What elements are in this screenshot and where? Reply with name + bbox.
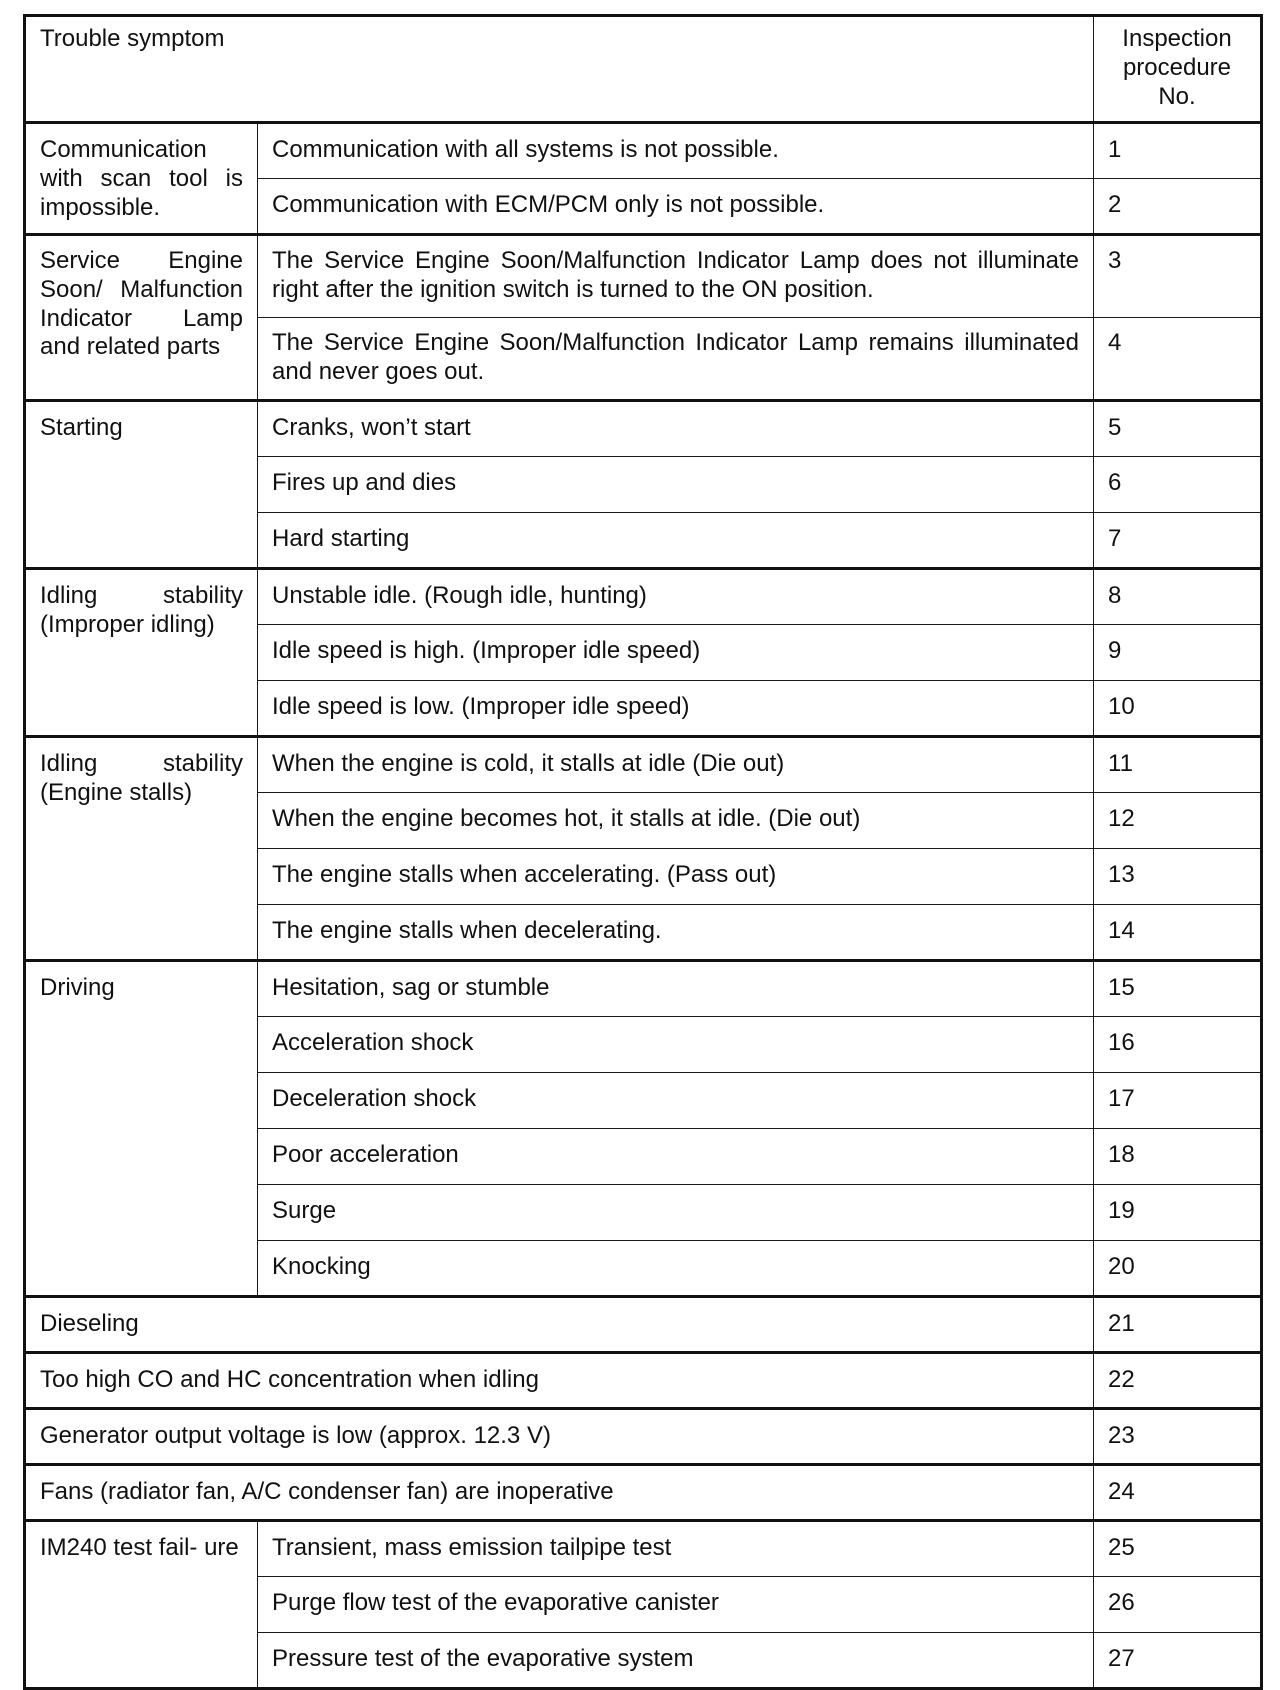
table-row — [25, 737, 1262, 793]
procedure-number: 21 — [1094, 1297, 1262, 1353]
symptom-desc: Deceleration shock — [258, 1073, 1094, 1129]
symptom-desc: Communication with all systems is not possible. — [258, 123, 1094, 179]
table-row — [25, 123, 1262, 179]
procedure-number: 23 — [1094, 1409, 1262, 1465]
procedure-number: 7 — [1094, 513, 1262, 569]
group-idling-engine-stalls: Idling stability (Engine stalls) — [25, 737, 258, 961]
procedure-number: 12 — [1094, 793, 1262, 849]
procedure-number: 22 — [1094, 1353, 1262, 1409]
symptom-desc: Unstable idle. (Rough idle, hunting) — [258, 569, 1094, 625]
procedure-number: 25 — [1094, 1521, 1262, 1577]
symptom-desc: Transient, mass emission tailpipe test — [258, 1521, 1094, 1577]
procedure-number: 26 — [1094, 1577, 1262, 1633]
symptom-desc: Too high CO and HC concentration when idling — [25, 1353, 1094, 1409]
group-im240: IM240 test fail- ure — [25, 1521, 258, 1689]
procedure-number: 24 — [1094, 1465, 1262, 1521]
procedure-number: 8 — [1094, 569, 1262, 625]
procedure-number: 19 — [1094, 1185, 1262, 1241]
procedure-number: 6 — [1094, 457, 1262, 513]
table-header-row — [25, 16, 1262, 123]
procedure-number: 16 — [1094, 1017, 1262, 1073]
symptom-desc: The engine stalls when decelerating. — [258, 905, 1094, 961]
symptom-desc: Poor acceleration — [258, 1129, 1094, 1185]
symptom-desc: Idle speed is low. (Improper idle speed) — [258, 681, 1094, 737]
trouble-symptom-table — [23, 14, 1263, 1690]
procedure-number: 10 — [1094, 681, 1262, 737]
table-row — [25, 235, 1262, 318]
symptom-desc: Dieseling — [25, 1297, 1094, 1353]
group-service-engine-soon: Service Engine Soon/ Malfunction Indicator Lamp and related parts — [25, 235, 258, 401]
procedure-number: 4 — [1094, 318, 1262, 401]
symptom-desc: Knocking — [258, 1241, 1094, 1297]
procedure-number: 17 — [1094, 1073, 1262, 1129]
group-idling-improper: Idling stability (Improper idling) — [25, 569, 258, 737]
table-row — [25, 961, 1262, 1017]
symptom-desc: When the engine is cold, it stalls at idle (Die out) — [258, 737, 1094, 793]
symptom-desc: Surge — [258, 1185, 1094, 1241]
procedure-number: 13 — [1094, 849, 1262, 905]
header-inspection-procedure: Inspection procedure No. — [1094, 16, 1262, 123]
table-row — [25, 1465, 1262, 1521]
procedure-number: 1 — [1094, 123, 1262, 179]
symptom-desc: Acceleration shock — [258, 1017, 1094, 1073]
procedure-number: 2 — [1094, 179, 1262, 235]
symptom-desc: Generator output voltage is low (approx. 12.3 V) — [25, 1409, 1094, 1465]
symptom-desc: The Service Engine Soon/Malfunction Indicator Lamp remains illuminated and never goes out. — [258, 318, 1094, 401]
symptom-desc: Pressure test of the evaporative system — [258, 1633, 1094, 1689]
procedure-number: 20 — [1094, 1241, 1262, 1297]
procedure-number: 3 — [1094, 235, 1262, 318]
table-row — [25, 1353, 1262, 1409]
procedure-number: 9 — [1094, 625, 1262, 681]
group-driving: Driving — [25, 961, 258, 1297]
header-trouble-symptom: Trouble symptom — [25, 16, 1094, 123]
procedure-number: 15 — [1094, 961, 1262, 1017]
symptom-desc: Fans (radiator fan, A/C condenser fan) are inoperative — [25, 1465, 1094, 1521]
group-starting: Starting — [25, 401, 258, 569]
table-row — [25, 401, 1262, 457]
symptom-desc: The engine stalls when accelerating. (Pass out) — [258, 849, 1094, 905]
table-row — [25, 1297, 1262, 1353]
symptom-desc: Purge flow test of the evaporative canister — [258, 1577, 1094, 1633]
procedure-number: 18 — [1094, 1129, 1262, 1185]
symptom-desc: Idle speed is high. (Improper idle speed) — [258, 625, 1094, 681]
table-row — [25, 1521, 1262, 1577]
symptom-desc: Hard starting — [258, 513, 1094, 569]
symptom-desc: When the engine becomes hot, it stalls at idle. (Die out) — [258, 793, 1094, 849]
symptom-desc: Fires up and dies — [258, 457, 1094, 513]
table-row — [25, 569, 1262, 625]
symptom-desc: Cranks, won’t start — [258, 401, 1094, 457]
symptom-desc: Hesitation, sag or stumble — [258, 961, 1094, 1017]
procedure-number: 11 — [1094, 737, 1262, 793]
table-row — [25, 1409, 1262, 1465]
symptom-desc: Communication with ECM/PCM only is not possible. — [258, 179, 1094, 235]
procedure-number: 5 — [1094, 401, 1262, 457]
procedure-number: 14 — [1094, 905, 1262, 961]
procedure-number: 27 — [1094, 1633, 1262, 1689]
group-communication: Communication with scan tool is impossible. — [25, 123, 258, 235]
symptom-desc: The Service Engine Soon/Malfunction Indicator Lamp does not illuminate right after the ignition switch is turned to the ON position. — [258, 235, 1094, 318]
